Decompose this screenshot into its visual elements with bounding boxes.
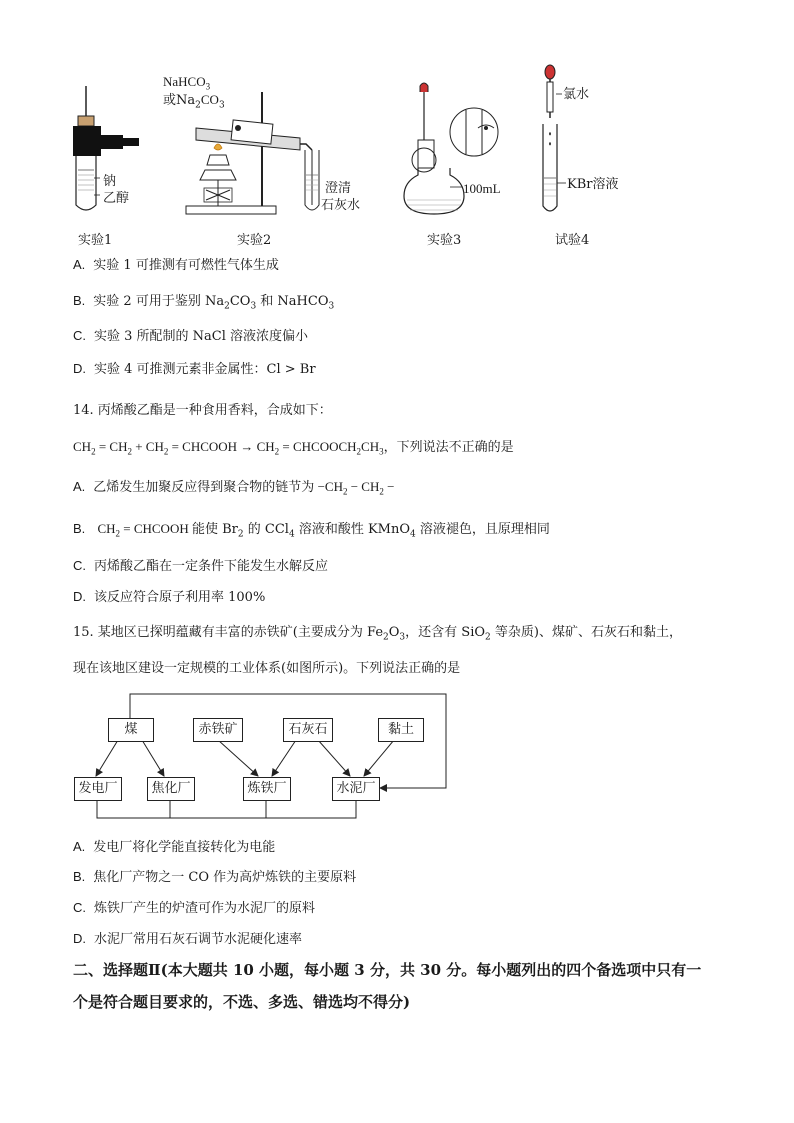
exp2-label-limewater-2: 石灰水 — [321, 198, 361, 213]
q13-option-a: A. 实验 1 可推测有可燃性气体生成 — [73, 257, 279, 273]
flow-box-cement-plant: 水泥厂 — [332, 777, 380, 801]
q15-option-a: A. 发电厂将化学能直接转化为电能 — [73, 839, 276, 855]
q15-option-c: C. 炼铁厂产生的炉渣可作为水泥厂的原料 — [73, 900, 316, 916]
q13-option-d: D. 实验 4 可推测元素非金属性：Cl > Br — [73, 361, 316, 377]
flow-box-ironworks: 炼铁厂 — [243, 777, 291, 801]
q14-option-b: B. $CH_2$ = CHCOOH 能使 $Br_2$ 的 CCl$_4$ 溶液和酸性 KMnO$_4$ 溶液褪色，且原理相同 — [73, 521, 550, 540]
q15-stem-line1: 15. 某地区已探明蕴藏有丰富的赤铁矿(主要成分为 $Fe_2O_3$，还含有 SiO$_2$ 等杂质)、煤矿、石灰石和黏土， — [73, 625, 682, 643]
section2-heading-line1: 二、选择题Ⅱ(本大题共 10 小题，每小题 3 分，共 30 分。每小题列出的四个备选项中只有一 — [73, 961, 702, 979]
q14-equation-tail: ，下列说法不正确的是 — [383, 439, 514, 454]
q14-stem: 14. 丙烯酸乙酯是一种食用香料，合成如下： — [73, 403, 332, 418]
q13-option-c: C. 实验 3 所配制的 NaCl 溶液浓度偏小 — [73, 328, 309, 344]
q14-option-c: C. 丙烯酸乙酯在一定条件下能发生水解反应 — [73, 558, 329, 574]
exp2-label-limewater-1: 澄清 — [325, 181, 352, 196]
exp4-caption: 试验4 — [555, 233, 590, 248]
exp1-caption: 实验1 — [78, 233, 113, 248]
section2-heading-line2: 个是符合题目要求的，不选、多选、错选均不得分) — [73, 993, 411, 1011]
exp1-label-ethanol: 乙醇 — [103, 191, 130, 206]
q13-option-b: B. 实验 2 可用于鉴别 $Na_2CO_3$ 和 NaHCO$_3$ — [73, 293, 335, 312]
exp4-label-kbr: KBr溶液 — [567, 177, 619, 192]
exp2-caption: 实验2 — [237, 233, 272, 248]
exp2-label-na2co3: 或$Na_2CO_3$ — [163, 92, 225, 111]
flow-box-coking-plant: 焦化厂 — [147, 777, 195, 801]
flow-box-power-plant: 发电厂 — [74, 777, 122, 801]
experiment-figures — [0, 0, 794, 250]
q15-option-d: D. 水泥厂常用石灰石调节水泥硬化速率 — [73, 931, 303, 947]
flow-box-iron-ore: 赤铁矿 — [193, 718, 243, 742]
flow-box-clay: 黏土 — [378, 718, 424, 742]
flow-box-coal: 煤 — [108, 718, 154, 742]
flow-box-limestone: 石灰石 — [283, 718, 333, 742]
exp2-label-nahco3: NaHCO$_3$ — [163, 74, 211, 92]
q14-option-a: A. 乙烯发生加聚反应得到聚合物的链节为 $-CH_2 - CH_2$ − — [73, 479, 395, 497]
q14-equation: $CH_2 = CH_2 + CH_2$ = CHCOOH → $CH_2$ = $CHCOOCH_2CH_3$，下列说法不正确的是 — [73, 439, 514, 457]
exp3-caption: 实验3 — [427, 233, 462, 248]
exp4-label-chlorine-water: 氯水 — [563, 87, 590, 102]
q15-option-b: B. 焦化厂产物之一 CO 作为高炉炼铁的主要原料 — [73, 869, 357, 885]
q15-stem-line2: 现在该地区建设一定规模的工业体系(如图所示)。下列说法正确的是 — [73, 661, 461, 676]
exp3-label-volume: 100mL — [463, 181, 501, 196]
q14-option-d: D. 该反应符合原子利用率 100% — [73, 589, 266, 605]
exp1-label-na: 钠 — [103, 174, 117, 189]
q15-flow-diagram — [0, 680, 794, 830]
